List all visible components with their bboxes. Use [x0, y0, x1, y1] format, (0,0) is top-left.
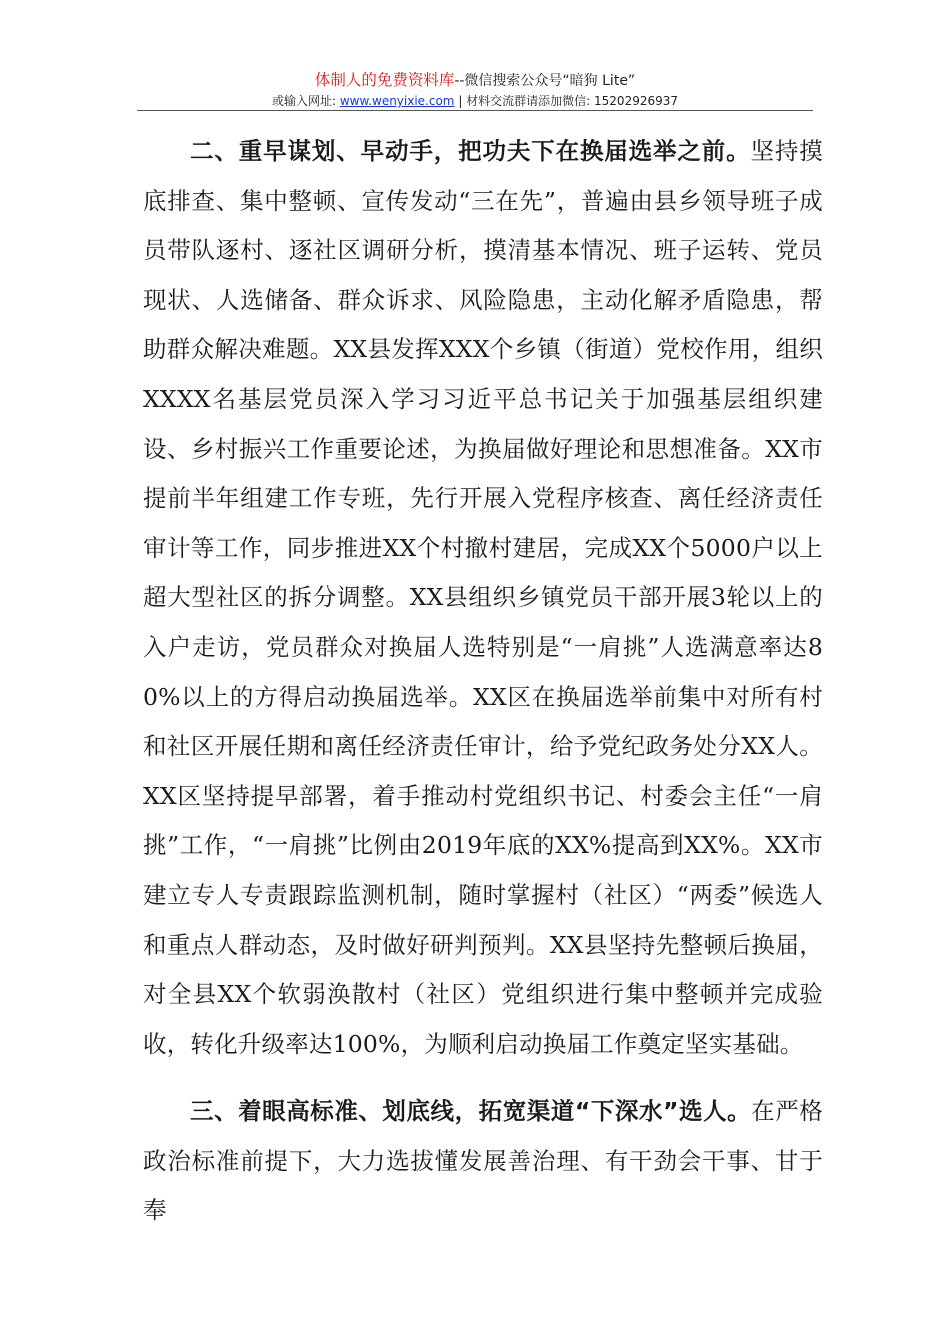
paragraph-text: 坚持摸底排查、集中整顿、宣传发动“三在先”，普遍由县乡领导班子成员带队逐村、逐社区调研分析，摸清基本情况、班子运转、党员现状、人选储备、群众诉求、风险隐患，主动化解矛盾隐患，帮助群众解决难题。XX县发挥XXX个乡镇（街道）党校作用，组织XXXX名基层党员深入学习习近平总书记关于加强基层组织建设、乡村振兴工作重要论述，为换届做好理论和思想准备。XX市提前半年组建工作专班，先行开展入党程序核查、离任经济责任审计等工作，同步推进XX个村撤村建居，完成XX个5000户以上超大型社区的拆分调整。XX县组织乡镇党员干部开展3轮以上的入户走访，党员群众对换届人选特别是“一肩挑”人选满意率达80%以上的方得启动换届选举。XX区在换届选举前集中对所有村和社区开展任期和离任经济责任审计，给予党纪政务处分XX人。XX区坚持提早部署，着手推动村党组织书记、村委会主任“一肩挑”工作，“一肩挑”比例由2019年底的XX%提高到XX%。XX市建立专人专责跟踪监测机制，随时掌握村（社区）“两委”候选人和重点人群动态，及时做好研判预判。XX县坚持先整顿后换届，对全县XX个软弱涣散村（社区）党组织进行集中整顿并完成验收，转化升级率达100%，为顺利启动换届工作奠定坚实基础。: [143, 137, 823, 1058]
paragraph-heading: 二、重早谋划、早动手，把功夫下在换届选举之前。: [190, 137, 751, 165]
paragraph-2: [143, 127, 823, 1069]
paragraph-3: [143, 1087, 823, 1236]
contact-info: | 材料交流群请添加微信: 15202926937: [454, 94, 679, 108]
paragraph-text: 在严格政治标准前提下，大力选拔懂发展善治理、有干劲会干事、甘于奉: [143, 1097, 823, 1225]
header-title-line: [137, 70, 813, 91]
page-header: [137, 70, 813, 110]
website-link[interactable]: www.wenyixie.com: [339, 94, 455, 108]
header-link-line: [137, 92, 813, 110]
header-divider: [137, 110, 813, 111]
header-tagline: --微信搜索公众号“暗狗 Lite”: [454, 73, 636, 89]
paragraph-heading: 三、着眼高标准、划底线，拓宽渠道“下深水”选人。: [190, 1097, 752, 1126]
document-body: [143, 127, 823, 1236]
brand-title: 体制人的免费资料库: [314, 71, 455, 89]
url-prefix: 或输入网址:: [271, 94, 340, 108]
